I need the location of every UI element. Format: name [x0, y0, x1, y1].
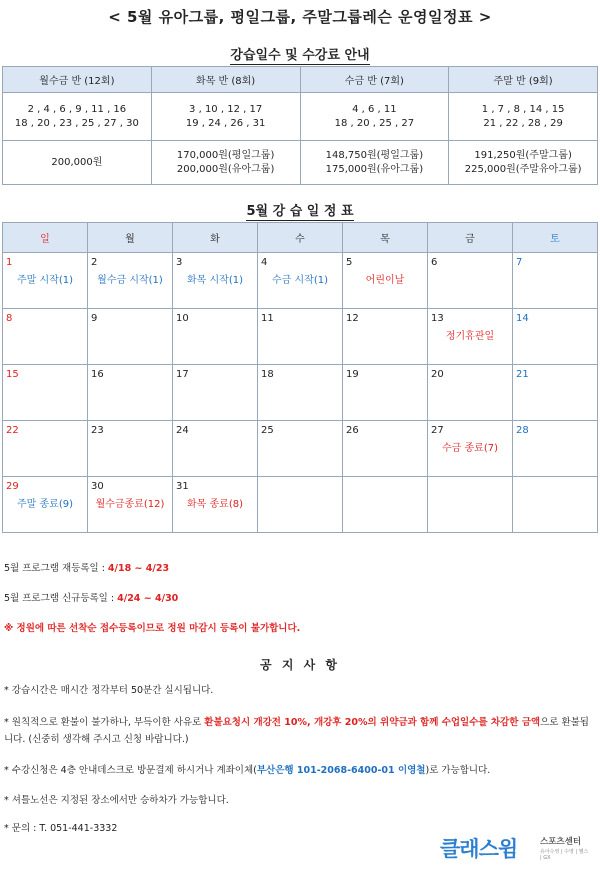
day-number: 20 [431, 369, 444, 380]
calendar-day-cell [343, 309, 428, 365]
day-event: 화목 종료(8) [187, 499, 243, 510]
calendar-week-row [3, 253, 598, 309]
day-number: 14 [516, 313, 529, 324]
calendar-day-cell [173, 253, 258, 309]
day-number: 1 [6, 257, 13, 268]
weekday-header-row [3, 223, 598, 253]
day-event: 월수금 시작(1) [97, 275, 163, 286]
fee-section-title: 강습일수 및 수강료 안내 [230, 48, 370, 63]
calendar-table [2, 222, 598, 533]
day-number: 15 [6, 369, 19, 380]
class-days-cell: 4 , 6 , 11 18 , 20 , 25 , 27 [300, 93, 449, 141]
day-event: 월수금종료(12) [95, 499, 165, 510]
day-number: 23 [91, 425, 104, 436]
calendar-day-cell [258, 309, 343, 365]
day-event: 주말 종료(9) [17, 499, 73, 510]
calendar-title: 5월 강 습 일 정 표 [246, 204, 354, 219]
calendar-day-cell [3, 309, 88, 365]
calendar-day-cell [88, 253, 173, 309]
day-event: 어린이날 [365, 275, 405, 286]
weekday-header: 금 [428, 223, 513, 253]
day-number: 26 [346, 425, 359, 436]
day-number: 6 [431, 257, 438, 268]
day-number: 22 [6, 425, 19, 436]
calendar-day-cell [428, 477, 513, 533]
notice-item-contact: * 문의 : T. 051-441-3332 [4, 823, 118, 834]
weekday-header: 토 [513, 223, 598, 253]
day-number: 10 [176, 313, 189, 324]
fee-row [3, 141, 598, 185]
fee-cell: 200,000원 [3, 141, 152, 185]
weekday-header: 화 [173, 223, 258, 253]
calendar-day-cell [343, 477, 428, 533]
weekday-header: 월 [88, 223, 173, 253]
calendar-day-cell [88, 421, 173, 477]
calendar-week-row [3, 309, 598, 365]
day-number: 3 [176, 257, 183, 268]
day-number: 27 [431, 425, 444, 436]
day-number: 31 [176, 481, 189, 492]
fee-header: 수금 반 (7회) [300, 67, 449, 93]
notice-item-payment: * 수강신청은 4층 안내데스크로 방문결제 하시거나 계좌이체(부산은행 101-2068-6400-01 이영철)로 가능합니다. [4, 765, 491, 776]
notice-item: * 셔틀노선은 지정된 장소에서만 승하차가 가능합니다. [4, 795, 229, 806]
day-number: 30 [91, 481, 104, 492]
day-event: 화목 시작(1) [187, 275, 243, 286]
fee-cell: 170,000원(평일그룹) 200,000원(유아그룹) [151, 141, 300, 185]
calendar-day-cell [173, 421, 258, 477]
day-number: 28 [516, 425, 529, 436]
fee-cell: 148,750원(평일그룹) 175,000원(유아그룹) [300, 141, 449, 185]
logo-tagline: 유아수영 | 수영 | 헬스 | GX [540, 849, 589, 861]
class-days-cell: 2 , 4 , 6 , 9 , 11 , 16 18 , 20 , 23 , 25 , 27 , 30 [3, 93, 152, 141]
re-registration-line: 5월 프로그램 재등록일 : 4/18 ~ 4/23 [4, 563, 170, 574]
calendar-day-cell [258, 477, 343, 533]
calendar-day-cell [513, 477, 598, 533]
notice-item: * 강습시간은 매시간 정각부터 50분간 실시됩니다. [4, 685, 214, 696]
day-event: 정기휴관일 [445, 331, 495, 342]
calendar-day-cell [258, 421, 343, 477]
day-event: 수금 시작(1) [272, 275, 328, 286]
day-number: 8 [6, 313, 13, 324]
fee-header: 주말 반 (9회) [449, 67, 598, 93]
calendar-day-cell [428, 365, 513, 421]
day-number: 9 [91, 313, 98, 324]
re-registration-dates: 4/18 ~ 4/23 [107, 563, 170, 574]
fee-cell: 191,250원(주말그룹) 225,000원(주말유아그룹) [449, 141, 598, 185]
day-number: 19 [346, 369, 359, 380]
calendar-day-cell [3, 477, 88, 533]
calendar-day-cell [88, 365, 173, 421]
calendar-day-cell [173, 477, 258, 533]
page-title: < 5월 유아그룹, 평일그룹, 주말그룹레슨 운영일정표 > [108, 8, 492, 26]
registration-warning: ※ 정원에 따른 선착순 접수등록이므로 정원 마감시 등록이 불가합니다. [4, 623, 301, 634]
day-number: 2 [91, 257, 98, 268]
day-number: 21 [516, 369, 529, 380]
day-number: 29 [6, 481, 19, 492]
day-event: 주말 시작(1) [17, 275, 73, 286]
fee-header: 화목 반 (8회) [151, 67, 300, 93]
new-registration-dates: 4/24 ~ 4/30 [117, 593, 179, 604]
calendar-day-cell [343, 421, 428, 477]
calendar-day-cell [3, 365, 88, 421]
calendar-day-cell [173, 365, 258, 421]
notice-title: 공 지 사 항 [260, 658, 340, 672]
calendar-week-row [3, 421, 598, 477]
fee-header: 월수금 반 (12회) [3, 67, 152, 93]
day-number: 24 [176, 425, 189, 436]
class-days-cell: 3 , 10 , 12 , 17 19 , 24 , 26 , 31 [151, 93, 300, 141]
day-number: 12 [346, 313, 359, 324]
weekday-header: 일 [3, 223, 88, 253]
calendar-day-cell [513, 309, 598, 365]
calendar-day-cell [258, 253, 343, 309]
calendar-day-cell [3, 421, 88, 477]
center-logo [440, 835, 590, 865]
calendar-day-cell [513, 253, 598, 309]
calendar-week-row [3, 477, 598, 533]
day-number: 16 [91, 369, 104, 380]
weekday-header: 목 [343, 223, 428, 253]
new-registration-line: 5월 프로그램 신규등록일 : 4/24 ~ 4/30 [4, 593, 179, 604]
calendar-day-cell [258, 365, 343, 421]
logo-subtitle: 스포츠센터 [540, 837, 582, 847]
calendar-day-cell [3, 253, 88, 309]
weekday-header: 수 [258, 223, 343, 253]
day-number: 13 [431, 313, 444, 324]
day-number: 18 [261, 369, 274, 380]
day-number: 4 [261, 257, 268, 268]
calendar-day-cell [428, 421, 513, 477]
fee-header-row [3, 67, 598, 93]
class-days-cell: 1 , 7 , 8 , 14 , 15 21 , 22 , 28 , 29 [449, 93, 598, 141]
fee-table [2, 66, 598, 185]
day-event: 수금 종료(7) [442, 443, 498, 454]
notice-item-refund: * 원칙적으로 환불이 불가하나, 부득이한 사유로 환불요청시 개강전 10%, 개강후 20%의 위약금과 함께 수업일수를 차감한 금액으로 환불됩니다. (신중히 생각해 주시고 신청 바랍니다.) [4, 717, 589, 745]
calendar-day-cell [343, 253, 428, 309]
calendar-day-cell [513, 365, 598, 421]
day-number: 25 [261, 425, 274, 436]
day-number: 17 [176, 369, 189, 380]
calendar-day-cell [88, 309, 173, 365]
day-number: 11 [261, 313, 274, 324]
calendar-day-cell [173, 309, 258, 365]
logo-name: 클래스윔 [440, 837, 518, 861]
calendar-week-row [3, 365, 598, 421]
class-days-row [3, 93, 598, 141]
day-number: 5 [346, 257, 353, 268]
calendar-day-cell [513, 421, 598, 477]
calendar-day-cell [343, 365, 428, 421]
calendar-day-cell [88, 477, 173, 533]
day-number: 7 [516, 257, 523, 268]
calendar-day-cell [428, 309, 513, 365]
calendar-day-cell [428, 253, 513, 309]
